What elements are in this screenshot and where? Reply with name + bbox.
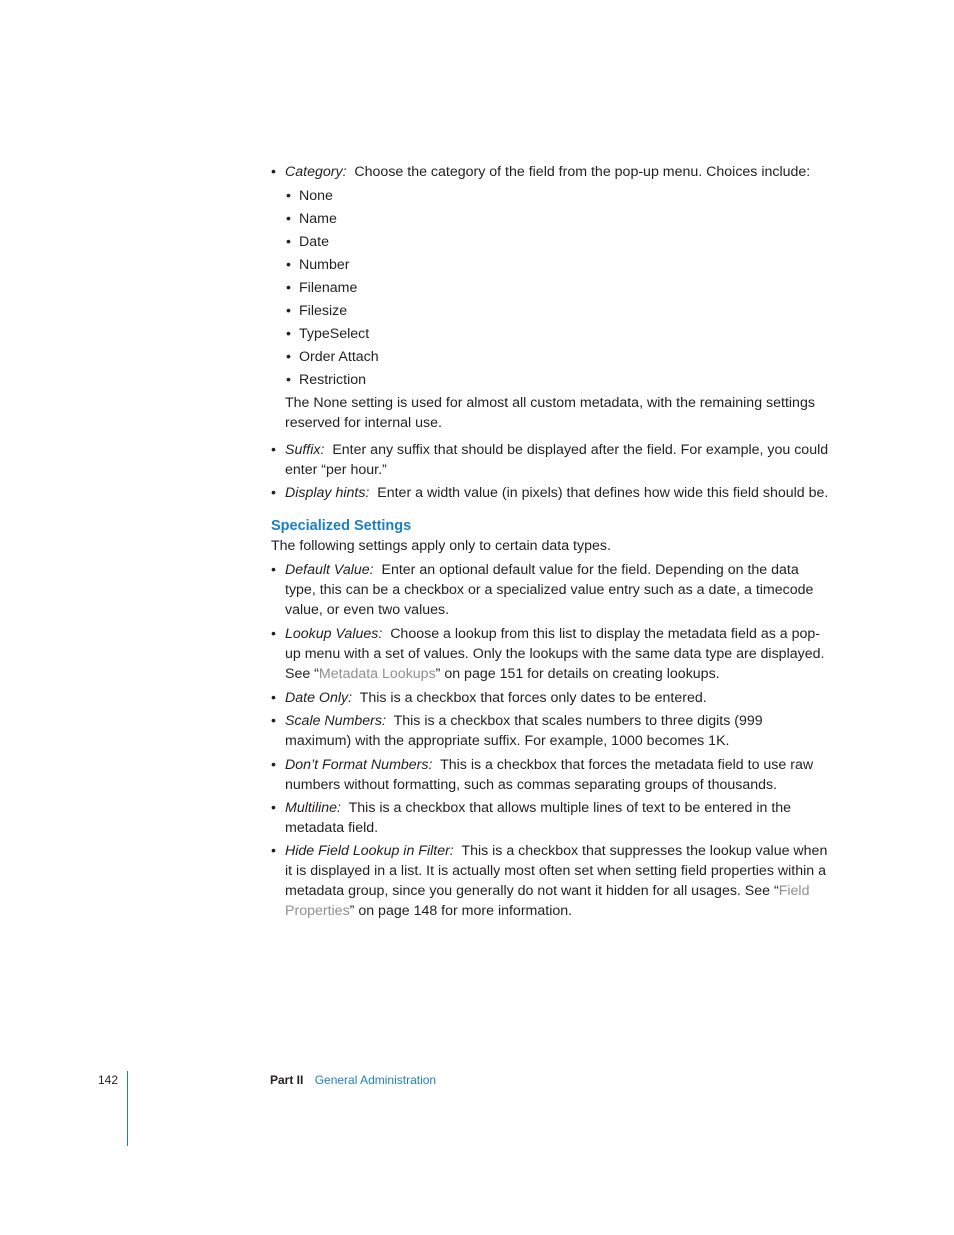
- dont-format-numbers-text: This is a checkbox that forces the metadata field to use raw numbers without formatting, such as commas separating groups of thousands.: [285, 757, 814, 793]
- list-item: • Filesize: [271, 301, 831, 321]
- section-heading: Specialized Settings: [271, 518, 412, 534]
- dont-format-numbers-item: [271, 755, 831, 795]
- scale-numbers-item: [271, 711, 831, 751]
- category-term: Category:: [285, 164, 347, 180]
- lookup-values-text-end: ” on page 151 for details on creating lookups.: [435, 666, 720, 682]
- scale-numbers-term: Scale Numbers:: [285, 713, 386, 729]
- list-item: • TypeSelect: [271, 324, 831, 344]
- date-only-item: [271, 688, 831, 708]
- category-text: Choose the category of the field from the pop-up menu. Choices include:: [354, 164, 811, 180]
- page-body: [271, 162, 831, 921]
- footer-part: Part II: [270, 1073, 304, 1087]
- list-item: • Order Attach: [271, 347, 831, 367]
- multiline-item: [271, 798, 831, 838]
- field-properties-link[interactable]: Field Properties: [285, 883, 810, 919]
- metadata-lookups-link[interactable]: Metadata Lookups: [318, 666, 436, 682]
- hide-field-lookup-text: This is a checkbox that suppresses the lookup value when it is displayed in a list. It is actually most often set when setting field properties within a metadata group, since you generally do not want it hidden for all usages. See “: [285, 843, 828, 899]
- category-choices: [271, 186, 831, 390]
- list-item: • Filename: [271, 278, 831, 298]
- hide-field-lookup-text-end: ” on page 148 for more information.: [349, 903, 573, 919]
- scale-numbers-text: This is a checkbox that scales numbers to three digits (999 maximum) with the appropriate suffix. For example, 1000 becomes 1K.: [285, 713, 763, 749]
- dont-format-numbers-term: Don’t Format Numbers:: [285, 757, 433, 773]
- default-value-text: Enter an optional default value for the field. Depending on the data type, this can be a checkbox or a specialized value entry such as a date, a timecode value, or even two values.: [285, 562, 814, 618]
- suffix-term: Suffix:: [285, 442, 325, 458]
- section-intro: The following settings apply only to certain data types.: [271, 538, 611, 554]
- date-only-term: Date Only:: [285, 690, 353, 706]
- lookup-values-term: Lookup Values:: [285, 626, 383, 642]
- hide-field-lookup-item: [271, 841, 831, 921]
- category-item: [271, 162, 831, 182]
- default-value-term: Default Value:: [285, 562, 374, 578]
- list-item: • Restriction: [271, 370, 831, 390]
- page-number: 142: [98, 1073, 119, 1087]
- suffix-text: Enter any suffix that should be displayed after the field. For example, you could enter “per hour.”: [285, 442, 829, 478]
- list-item: • Date: [271, 232, 831, 252]
- list-item: • Number: [271, 255, 831, 275]
- date-only-text: This is a checkbox that forces only dates to be entered.: [359, 690, 707, 706]
- multiline-term: Multiline:: [285, 800, 341, 816]
- footer-running-head: [270, 1071, 436, 1089]
- lookup-values-item: [271, 624, 831, 684]
- multiline-text: This is a checkbox that allows multiple lines of text to be entered in the metadata field.: [285, 800, 792, 836]
- list-item: • None: [271, 186, 831, 206]
- hide-field-lookup-term: Hide Field Lookup in Filter:: [285, 843, 454, 859]
- lookup-values-text: Choose a lookup from this list to display the metadata field as a pop-up menu with a set of values. Only the lookups with the same data type are displayed. See “: [285, 626, 825, 682]
- category-note: The None setting is used for almost all custom metadata, with the remaining settings reserved for internal use.: [285, 395, 815, 431]
- display-hints-term: Display hints:: [285, 485, 370, 501]
- suffix-item: [271, 440, 831, 480]
- display-hints-text: Enter a width value (in pixels) that defines how wide this field should be.: [377, 485, 829, 501]
- list-item: • Name: [271, 209, 831, 229]
- footer-section: General Administration: [314, 1073, 437, 1087]
- footer-rule: [127, 1071, 128, 1146]
- default-value-item: [271, 560, 831, 620]
- display-hints-item: [271, 483, 831, 503]
